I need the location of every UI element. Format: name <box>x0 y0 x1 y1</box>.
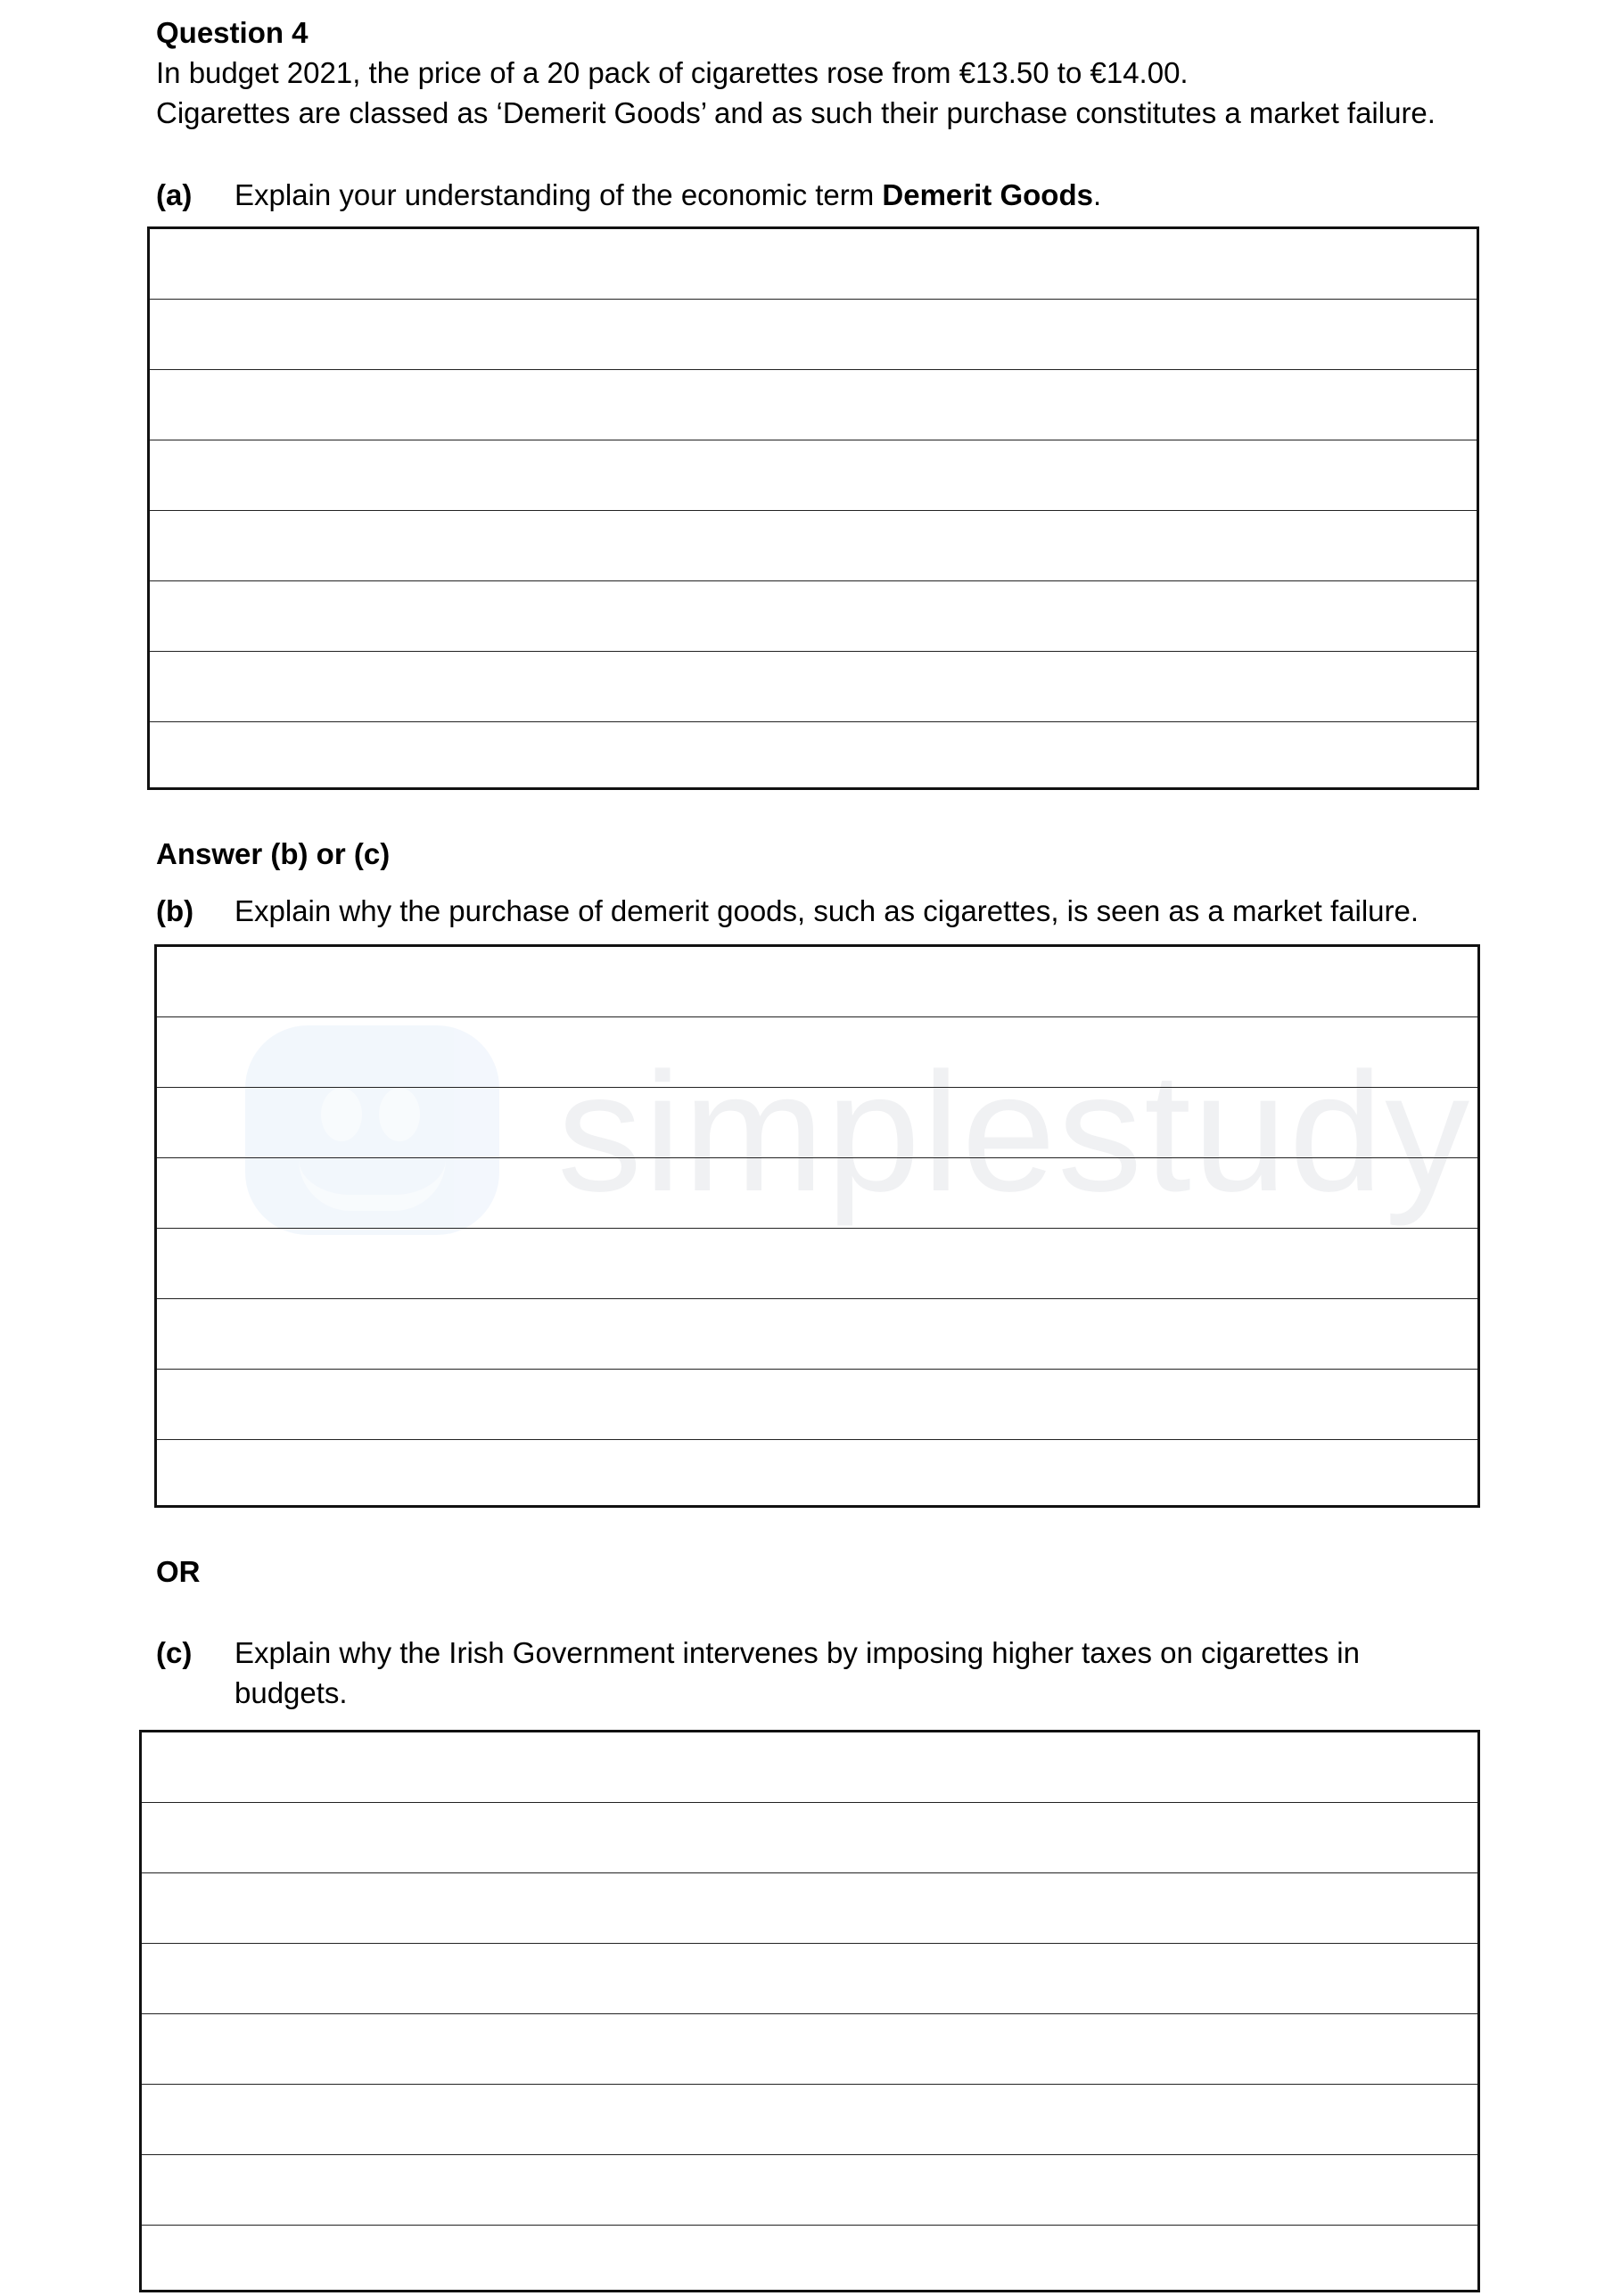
answer-line[interactable] <box>142 2226 1477 2296</box>
question-intro-line-2: Cigarettes are classed as ‘Demerit Goods’ and as such their purchase constitutes a market failure. <box>156 96 1436 129</box>
answer-line[interactable] <box>157 1017 1477 1088</box>
answer-line[interactable] <box>150 440 1477 511</box>
answer-line[interactable] <box>150 370 1477 440</box>
answer-line[interactable] <box>157 1299 1477 1370</box>
part-a-label: (a) <box>156 178 193 211</box>
answer-instruction: Answer (b) or (c) <box>156 837 391 870</box>
answer-line[interactable] <box>150 652 1477 722</box>
answer-line[interactable] <box>150 511 1477 581</box>
part-a-period: . <box>1092 178 1102 211</box>
part-c-question-line-1: Explain why the Irish Government intervenes by imposing higher taxes on cigarettes in <box>235 1636 1360 1669</box>
question-title: Question 4 <box>156 16 309 49</box>
part-a-text: Explain your understanding of the economic term <box>235 178 883 211</box>
answer-line[interactable] <box>157 1440 1477 1510</box>
or-label: OR <box>156 1555 201 1588</box>
answer-line[interactable] <box>157 947 1477 1017</box>
question-intro-line-1: In budget 2021, the price of a 20 pack of cigarettes rose from €13.50 to €14.00. <box>156 56 1189 89</box>
answer-line[interactable] <box>142 2014 1477 2085</box>
answer-line[interactable] <box>142 2155 1477 2226</box>
answer-line[interactable] <box>142 1732 1477 1803</box>
answer-line[interactable] <box>150 229 1477 300</box>
answer-line[interactable] <box>150 722 1477 793</box>
part-a-answer-box[interactable] <box>147 226 1479 790</box>
part-c-answer-box[interactable] <box>139 1730 1480 2292</box>
answer-line[interactable] <box>142 1803 1477 1873</box>
answer-line[interactable] <box>142 1944 1477 2014</box>
part-b-label: (b) <box>156 894 194 927</box>
answer-line[interactable] <box>157 1229 1477 1299</box>
watermark-text: simplestudy <box>557 1038 1472 1227</box>
answer-line[interactable] <box>157 1370 1477 1440</box>
answer-line[interactable] <box>142 1873 1477 1944</box>
part-c-label: (c) <box>156 1636 193 1669</box>
answer-line[interactable] <box>157 1158 1477 1229</box>
part-c-question-line-2: budgets. <box>235 1676 348 1709</box>
answer-line[interactable] <box>142 2085 1477 2155</box>
answer-line[interactable] <box>150 581 1477 652</box>
part-a-term: Demerit Goods <box>882 178 1093 211</box>
answer-line[interactable] <box>150 300 1477 370</box>
part-b-answer-box[interactable] <box>154 944 1480 1508</box>
part-a-question <box>235 175 1101 216</box>
answer-line[interactable] <box>157 1088 1477 1158</box>
part-b-question: Explain why the purchase of demerit goods, such as cigarettes, is seen as a market failure. <box>235 894 1419 927</box>
